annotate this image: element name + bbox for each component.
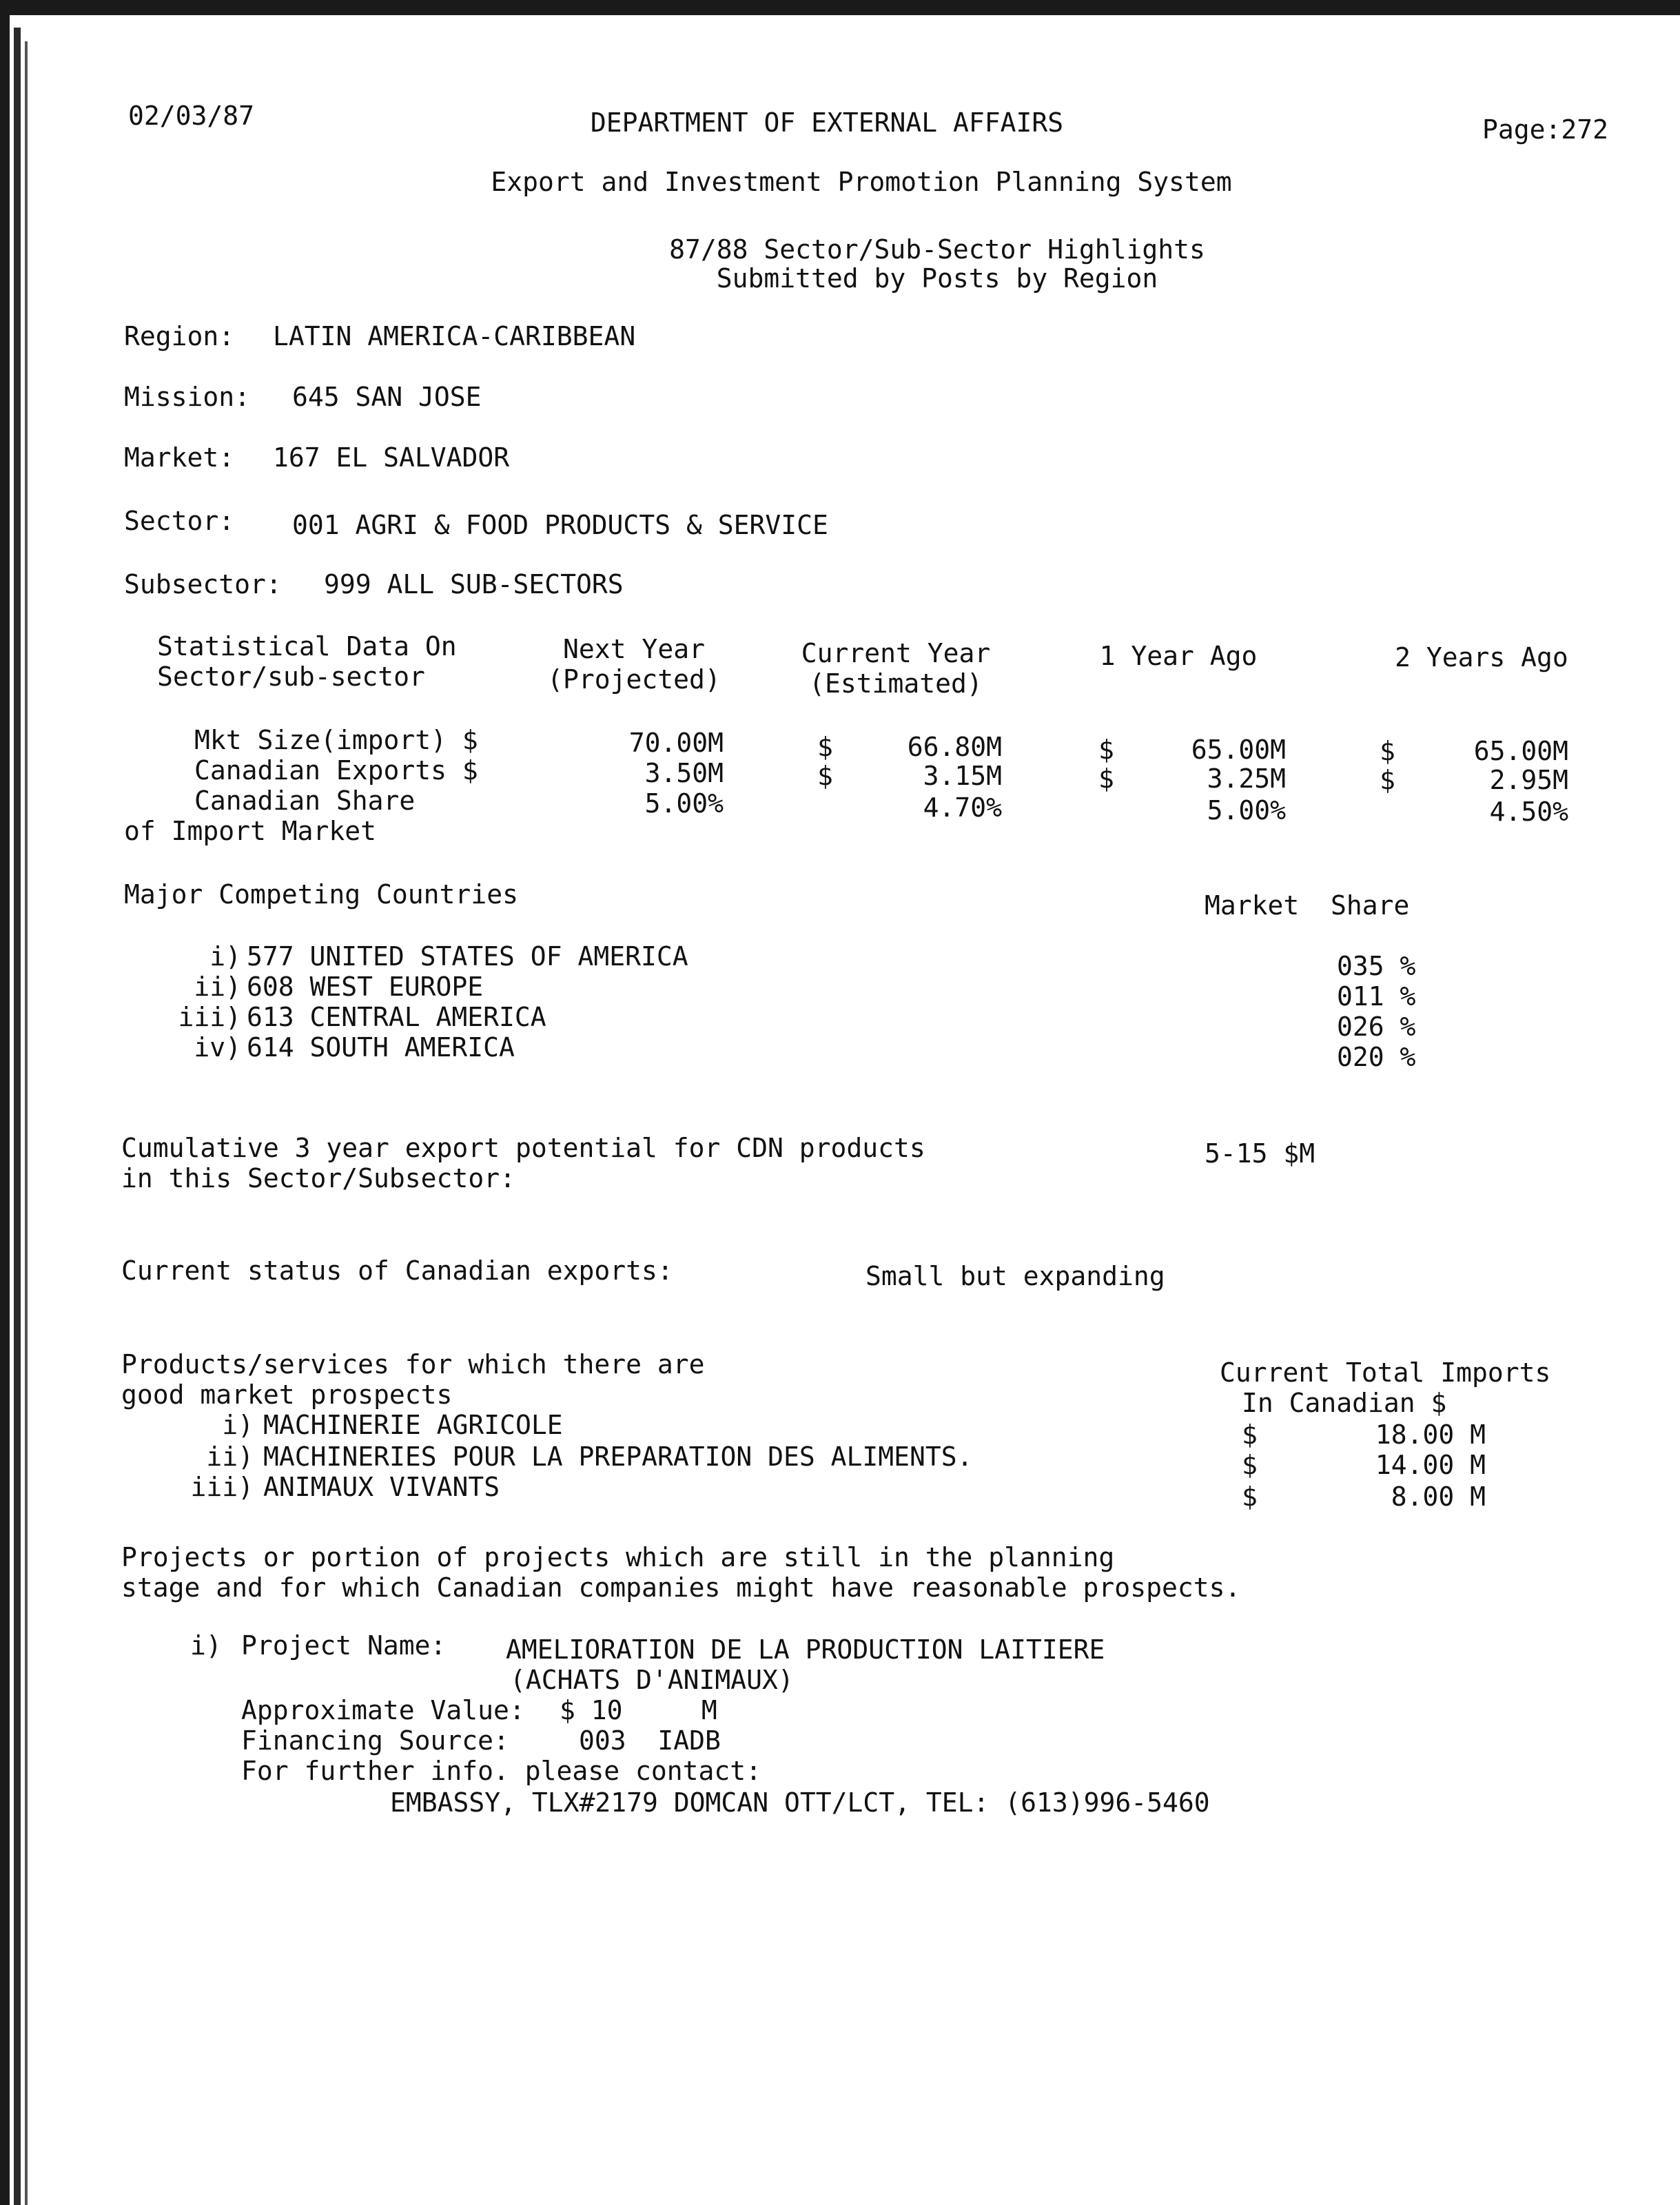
submitted-by: Submitted by Posts by Region [716, 263, 1158, 294]
product-3-name: ANIMAUX VIVANTS [263, 1472, 500, 1502]
competitor-2-share: 011 % [1337, 981, 1416, 1012]
scan-left-border-inner [14, 28, 21, 2205]
exports-1-year-currency: $ [1098, 763, 1114, 794]
department-title: DEPARTMENT OF EXTERNAL AFFAIRS [590, 107, 1064, 138]
competitor-4-name: 614 SOUTH AMERICA [247, 1032, 515, 1063]
column-1-year-ago: 1 Year Ago [1099, 641, 1258, 671]
row-mkt-size-label: Mkt Size(import) $ [194, 725, 478, 755]
financing-label: Financing Source: [241, 1725, 509, 1756]
exports-2-years-currency: $ [1380, 765, 1395, 795]
exports-2-years-ago: 2.95M [1489, 765, 1568, 795]
column-current-year: Current Year [801, 638, 991, 668]
region-value: LATIN AMERICA-CARIBBEAN [273, 321, 636, 351]
mkt-size-1-year-currency: $ [1098, 735, 1114, 765]
project-name-line1: AMELIORATION DE LA PRODUCTION LAITIERE [506, 1634, 1105, 1665]
potential-value: 5-15 $M [1205, 1138, 1315, 1169]
projects-line2: stage and for which Canadian companies might have reasonable prospects. [121, 1572, 1241, 1603]
mission-label: Mission: [124, 382, 251, 412]
financing-source: 003 IADB [579, 1725, 721, 1756]
product-3-number: iii) [190, 1472, 254, 1502]
sector-label: Sector: [124, 506, 235, 536]
product-2-name: MACHINERIES POUR LA PREPARATION DES ALIMENTS. [263, 1442, 973, 1472]
mission-value: 645 SAN JOSE [292, 382, 482, 412]
scan-left-border-line [25, 41, 28, 2205]
competitor-2-name: 608 WEST EUROPE [247, 972, 484, 1002]
imports-heading-line2: In Canadian $ [1242, 1388, 1447, 1418]
column-2-years-ago: 2 Years Ago [1395, 642, 1568, 673]
scan-left-border [0, 0, 10, 2205]
exports-next-year: 3.50M [644, 758, 724, 788]
market-label: Market: [124, 442, 235, 473]
column-next-year-sub: (Projected) [547, 664, 721, 695]
competitor-1-share: 035 % [1337, 951, 1416, 981]
product-1-number: i) [222, 1410, 254, 1440]
competitors-heading: Major Competing Countries [124, 879, 518, 910]
subsector-label: Subsector: [124, 569, 282, 599]
product-1-currency: $ [1242, 1419, 1258, 1450]
competitor-4-share: 020 % [1337, 1042, 1416, 1072]
project-number: i) [190, 1630, 222, 1661]
row-canadian-exports-label: Canadian Exports $ [194, 755, 478, 786]
mkt-size-1-year-ago: 65.00M [1191, 735, 1286, 765]
market-share-heading: Market Share [1205, 890, 1410, 921]
status-value: Small but expanding [865, 1261, 1165, 1291]
products-line2: good market prospects [121, 1380, 453, 1410]
competitor-1-name: 577 UNITED STATES OF AMERICA [247, 941, 688, 972]
sector-value: 001 AGRI & FOOD PRODUCTS & SERVICE [292, 510, 828, 540]
market-value: 167 EL SALVADOR [273, 442, 510, 473]
product-3-currency: $ [1242, 1481, 1258, 1512]
product-1-value: 18.00 M [1375, 1419, 1486, 1450]
scan-top-border [0, 0, 1680, 15]
project-name-line2: (ACHATS D'ANIMAUX) [510, 1665, 794, 1695]
exports-current-currency: $ [817, 761, 833, 791]
stats-heading-line1: Statistical Data On [157, 631, 457, 662]
competitor-1-number: i) [209, 941, 241, 972]
product-3-value: 8.00 M [1391, 1481, 1486, 1512]
product-2-value: 14.00 M [1375, 1450, 1486, 1480]
potential-line2: in this Sector/Subsector: [121, 1163, 515, 1193]
approx-value: $ 10 M [560, 1695, 717, 1725]
product-1-name: MACHINERIE AGRICOLE [263, 1410, 563, 1440]
stats-heading-line2: Sector/sub-sector [157, 662, 425, 692]
mkt-size-2-years-currency: $ [1380, 736, 1395, 766]
mkt-size-current-year: 66.80M [907, 732, 1002, 762]
share-current-year: 4.70% [923, 792, 1002, 823]
share-next-year: 5.00% [644, 788, 724, 819]
share-suffix: of Import Market [124, 816, 377, 846]
status-label: Current status of Canadian exports: [121, 1255, 673, 1286]
contact-label: For further info. please contact: [241, 1756, 761, 1786]
system-title: Export and Investment Promotion Planning System [491, 167, 1232, 197]
share-2-years-ago: 4.50% [1489, 797, 1568, 827]
report-date: 02/03/87 [128, 101, 255, 131]
potential-line1: Cumulative 3 year export potential for CDN products [121, 1133, 925, 1163]
approx-value-label: Approximate Value: [241, 1695, 525, 1725]
imports-heading-line1: Current Total Imports [1220, 1357, 1551, 1388]
products-line1: Products/services for which there are [121, 1349, 705, 1380]
product-2-currency: $ [1242, 1450, 1258, 1480]
competitor-4-number: iv) [194, 1032, 241, 1063]
contact-details: EMBASSY, TLX#2179 DOMCAN OTT/LCT, TEL: (613)996-5460 [390, 1787, 1210, 1818]
region-label: Region: [124, 321, 235, 351]
project-name-label: Project Name: [241, 1630, 447, 1661]
subsector-value: 999 ALL SUB-SECTORS [324, 569, 624, 599]
column-next-year: Next Year [563, 634, 705, 664]
exports-current-year: 3.15M [923, 761, 1002, 791]
product-2-number: ii) [206, 1442, 254, 1472]
column-current-year-sub: (Estimated) [809, 668, 983, 699]
highlights-title: 87/88 Sector/Sub-Sector Highlights [669, 234, 1205, 265]
competitor-2-number: ii) [194, 972, 241, 1002]
projects-line1: Projects or portion of projects which are still in the planning [121, 1542, 1115, 1572]
mkt-size-2-years-ago: 65.00M [1473, 736, 1568, 766]
page-number: Page:272 [1482, 114, 1608, 145]
mkt-size-next-year: 70.00M [628, 728, 724, 758]
competitor-3-number: iii) [178, 1002, 241, 1032]
competitor-3-share: 026 % [1337, 1012, 1416, 1042]
row-canadian-share-label: Canadian Share [194, 786, 416, 816]
exports-1-year-ago: 3.25M [1207, 763, 1286, 794]
competitor-3-name: 613 CENTRAL AMERICA [247, 1002, 546, 1032]
share-1-year-ago: 5.00% [1207, 795, 1286, 825]
mkt-size-current-currency: $ [817, 732, 833, 762]
